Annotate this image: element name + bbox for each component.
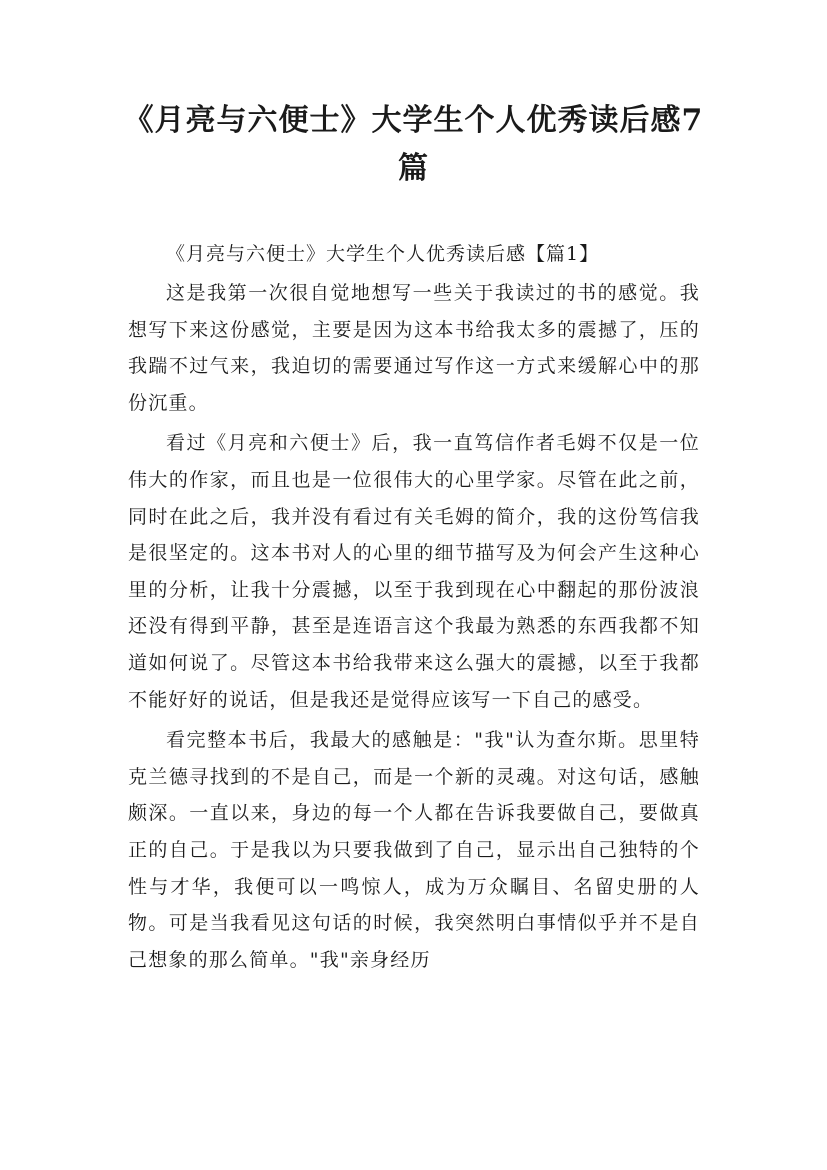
document-title: 《月亮与六便士》大学生个人优秀读后感7篇 [123,103,704,186]
section-heading: 《月亮与六便士》大学生个人优秀读后感【篇1】 [166,243,600,265]
document-body [128,275,700,982]
paragraph: 这是我第一次很自觉地想写一些关于我读过的书的感觉。我想写下来这份感觉，主要是因为这本书给我太多的震撼了，压的我踹不过气来，我迫切的需要通过写作这一方式来缓解心中的那份沉重。 [128,282,700,414]
paragraph: 看过《月亮和六便士》后，我一直笃信作者毛姆不仅是一位伟大的作家，而且也是一位很伟大的心里学家。尽管在此之前，同时在此之后，我并没有看过有关毛姆的简介，我的这份笃信我是很坚定的。这本书对人的心里的细节描写及为何会产生这种心里的分析，让我十分震撼，以至于我到现在心中翻起的那份波浪还没有得到平静，甚至是连语言这个我最为熟悉的东西我都不知道如何说了。尽管这本书给我带来这么强大的震撼，以至于我都不能好好的说话，但是我还是觉得应该写一下自己的感受。 [128,432,700,711]
paragraph: 看完整本书后，我最大的感触是："我"认为查尔斯。思里特克兰德寻找到的不是自己，而是一个新的灵魂。对这句话，感触颇深。一直以来，身边的每一个人都在告诉我要做自己，要做真正的自己。于是我以为只要我做到了自己，显示出自己独特的个性与才华，我便可以一鸣惊人，成为万众瞩目、名留史册的人物。可是当我看见这句话的时候，我突然明白事情似乎并不是自己想象的那么简单。"我"亲身经历 [128,729,700,971]
